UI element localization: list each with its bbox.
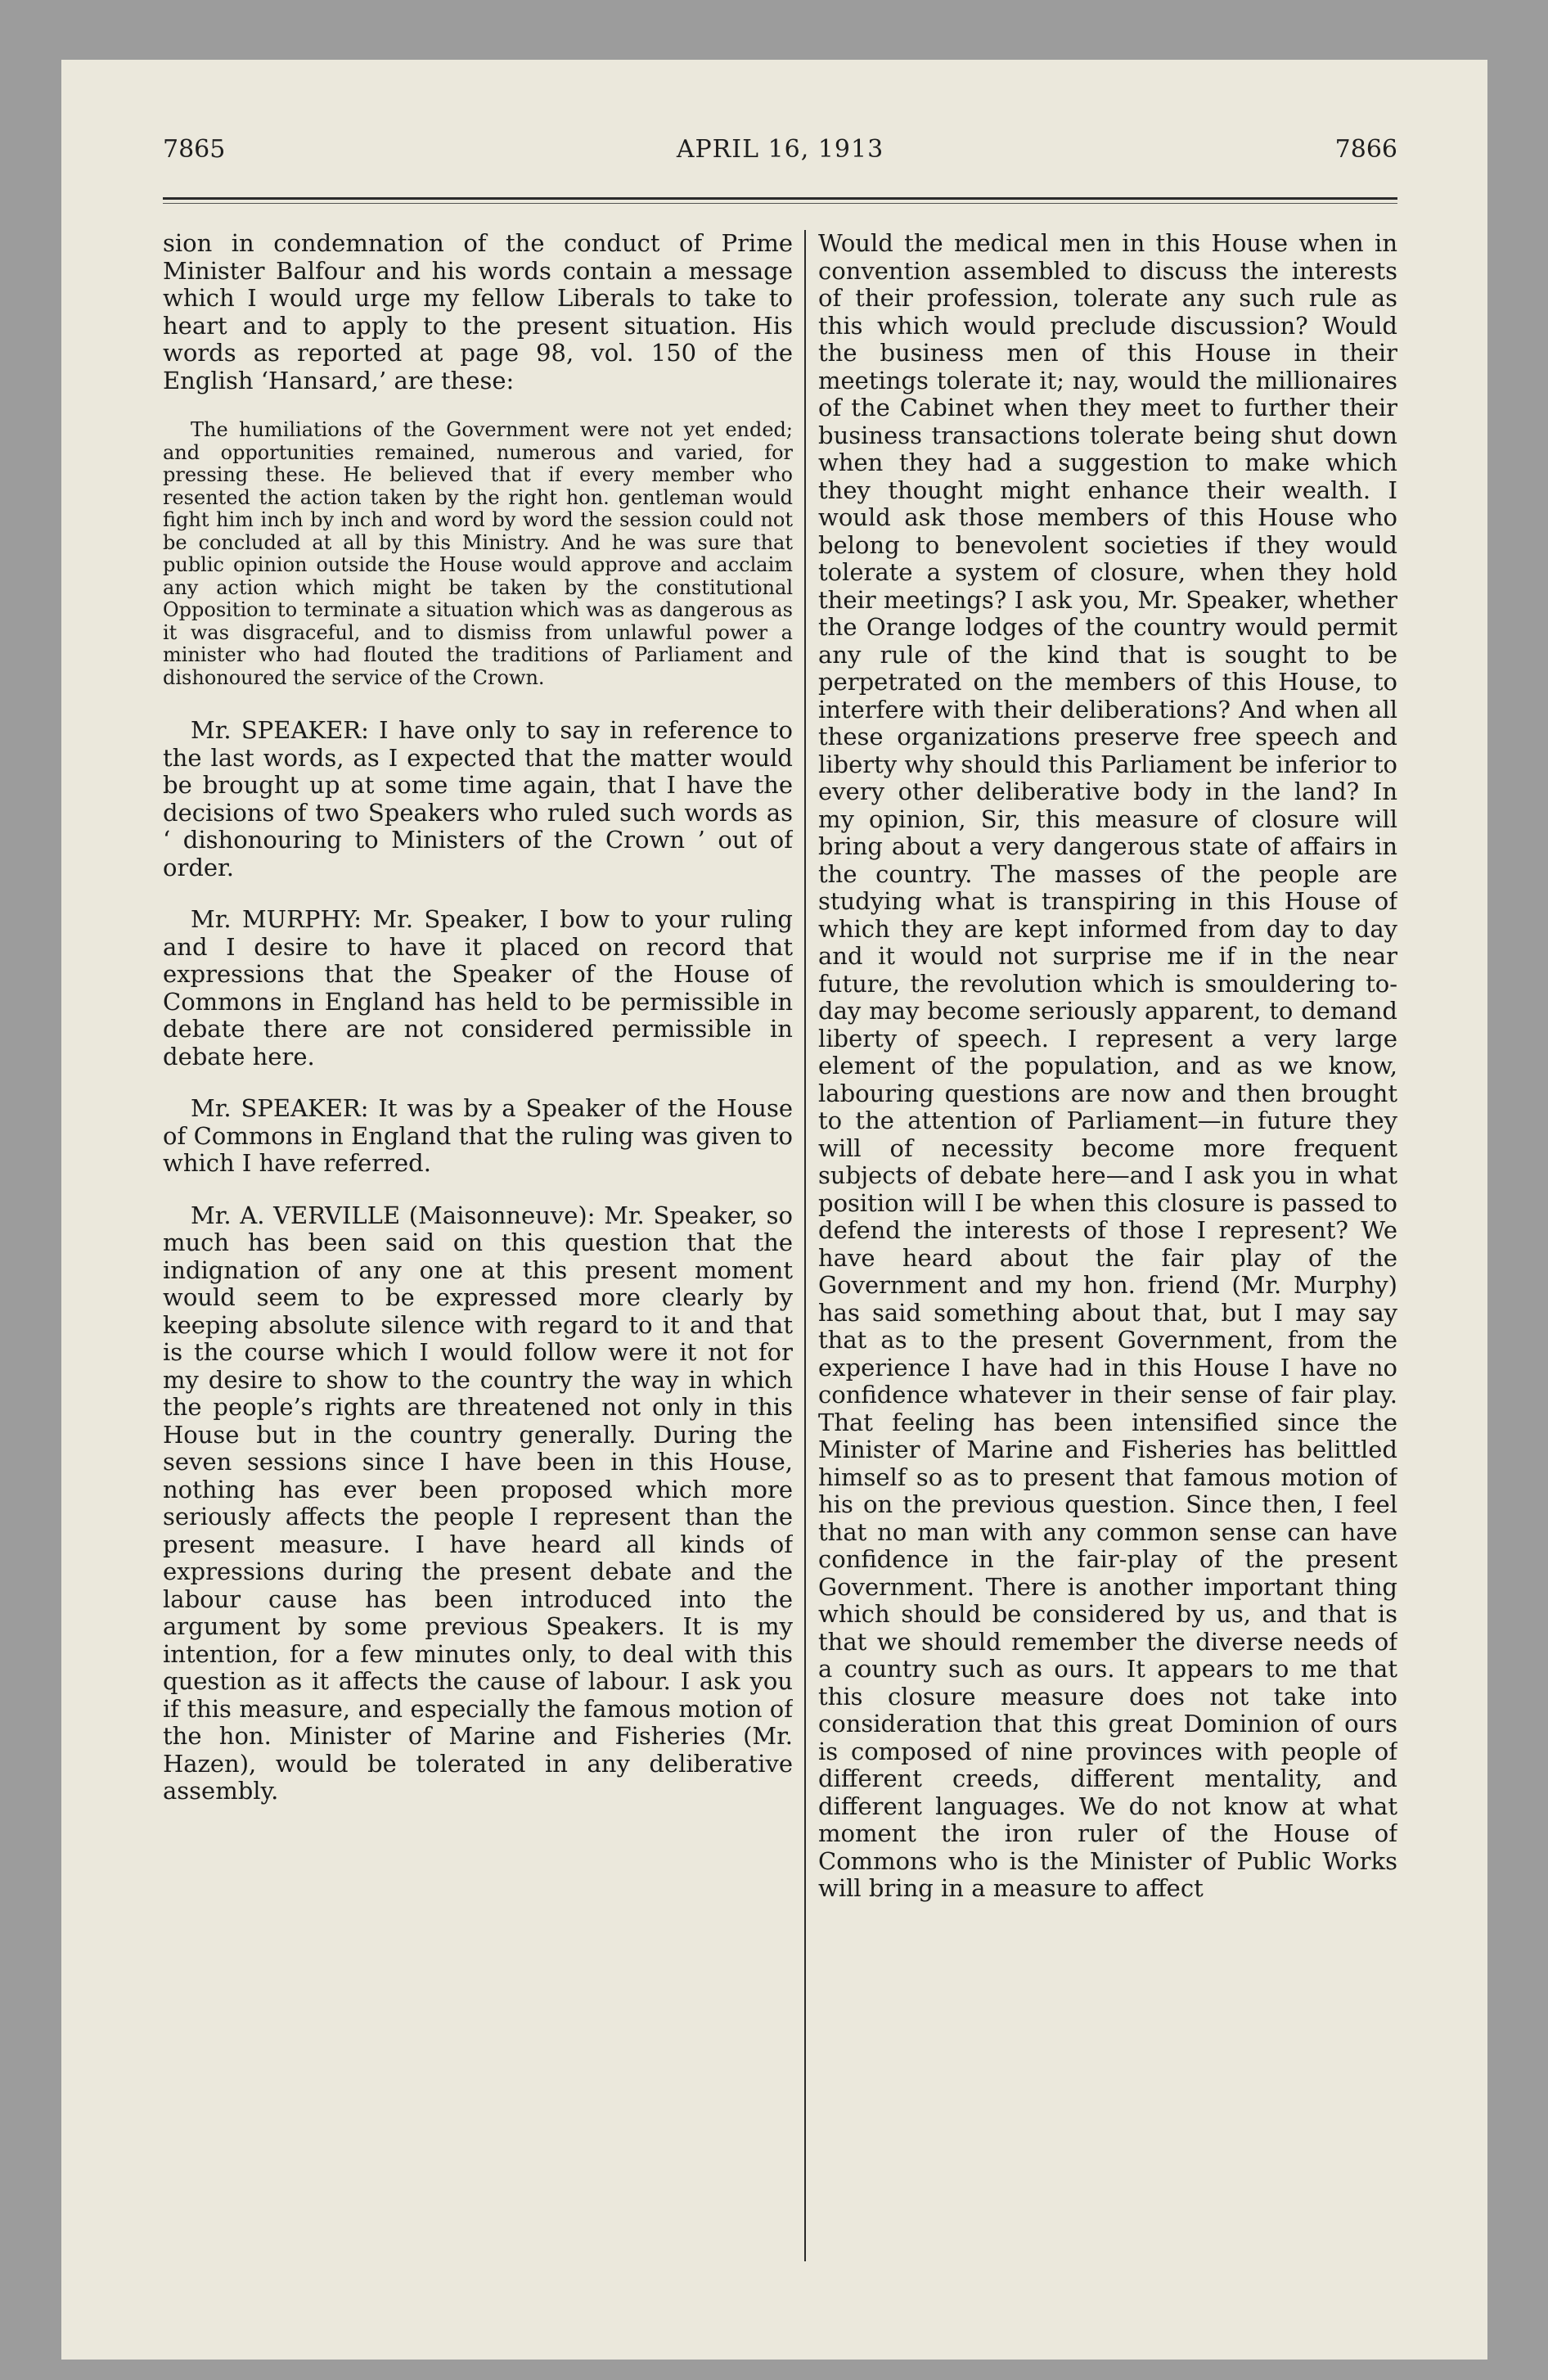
document-page: [61, 60, 1487, 2360]
hansard-quote: The humiliations of the Government were not yet ended; and opportunities remained, numerous and varied, for pressing these. He believed that if every member who resented the action taken by the right hon. gentleman would fight him inch by inch and word by word the session could not be concluded at all by this Ministry. And he was sure that public opinion outside the House would approve and acclaim any action which might be taken by the constitutional Opposition to terminate a situation which was as dangerous as it was disgraceful, and to dismiss from unlawful power a minister who had flouted the traditions of Parliament and dishonoured the service of the Crown.: [163, 418, 793, 689]
paragraph: Mr. MURPHY: Mr. Speaker, I bow to your ruling and I desire to have it placed on record that expressions that the Speaker of the House of Commons in England has held to be permissible in debate there are not considered permissible in debate here.: [163, 905, 793, 1071]
left-column: [163, 230, 793, 2286]
paragraph: sion in condemnation of the conduct of Prime Minister Balfour and his words contain a message which I would urge my fellow Liberals to take to heart and to apply to the present situation. His words as reported at page 98, vol. 150 of the English ‘Hansard,’ are these:: [163, 230, 793, 394]
column-divider: [804, 230, 806, 2261]
paragraph: Would the medical men in this House when in convention assembled to discuss the interests of their profession, tolerate any such rule as this which would preclude discussion? Would the business men of this House in their meetings tolerate it; nay, would the millionaires of the Cabinet when they meet to further their business transactions tolerate being shut down when they had a suggestion to make which they thought might enhance their wealth. I would ask those members of this House who belong to benevolent societies if they would tolerate a system of closure, when they hold their meetings? I ask you, Mr. Speaker, whether the Orange lodges of the country would permit any rule of the kind that is sought to be perpetrated on the members of this House, to interfere with their deliberations? And when all these organizations preserve free speech and liberty why should this Parliament be inferior to every other deliberative body in the land? In my opinion, Sir, this measure of closure will bring about a very dangerous state of affairs in the country. The masses of the people are studying what is transpiring in this House of which they are kept informed from day to day and it would not surprise me if in the near future, the revolution which is smouldering to-day may become seriously apparent, to demand liberty of speech. I represent a very large element of the population, and as we know, labouring questions are now and then brought to the attention of Parliament—in future they will of necessity become more frequent subjects of debate here—and I ask you in what position will I be when this closure is passed to defend the interests of those I represent? We have heard about the fair play of the Government and my hon. friend (Mr. Murphy) has said something about that, but I may say that as to the present Government, from the experience I have had in this House I have no confidence whatever in their sense of fair play. That feeling has been intensified since the Minister of Marine and Fisheries has belittled himself so as to present that famous motion of his on the previous question. Since then, I feel that no man with any common sense can have confidence in the fair-play of the present Government. There is another important thing which should be considered by us, and that is that we should remember the diverse needs of a country such as ours. It appears to me that this closure measure does not take into consideration that this great Dominion of ours is composed of nine provinces with people of different creeds, different mentality, and different languages. We do not know at what moment the iron ruler of the House of Commons who is the Minister of Public Works will bring in a measure to affect: [818, 230, 1397, 1902]
header-rule: [163, 197, 1397, 200]
page-date-title: APRIL 16, 1913: [676, 135, 884, 164]
header-rule-thin: [163, 203, 1397, 204]
right-column: [818, 230, 1397, 2286]
page-number-right: 7866: [1334, 135, 1397, 164]
paragraph: Mr. A. VERVILLE (Maisonneuve): Mr. Speaker, so much has been said on this question that the indignation of any one at this present moment would seem to be expressed more clearly by keeping absolute silence with regard to it and that is the course which I would follow were it not for my desire to show to the country the way in which the people’s rights are threatened not only in this House but in the country generally. During the seven sessions since I have been in this House, nothing has ever been proposed which more seriously affects the people I represent than the present measure. I have heard all kinds of expressions during the present debate and the labour cause has been introduced into the argument by some previous Speakers. It is my intention, for a few minutes only, to deal with this question as it affects the cause of labour. I ask you if this measure, and especially the famous motion of the hon. Minister of Marine and Fisheries (Mr. Hazen), would be tolerated in any deliberative assembly.: [163, 1201, 793, 1805]
paragraph: Mr. SPEAKER: It was by a Speaker of the House of Commons in England that the ruling was given to which I have referred.: [163, 1094, 793, 1177]
page-header: [163, 135, 1397, 174]
paragraph: Mr. SPEAKER: I have only to say in reference to the last words, as I expected that the matter would be brought up at some time again, that I have the decisions of two Speakers who ruled such words as ‘ dishonouring to Ministers of the Crown ’ out of order.: [163, 716, 793, 881]
page-number-left: 7865: [163, 135, 226, 164]
